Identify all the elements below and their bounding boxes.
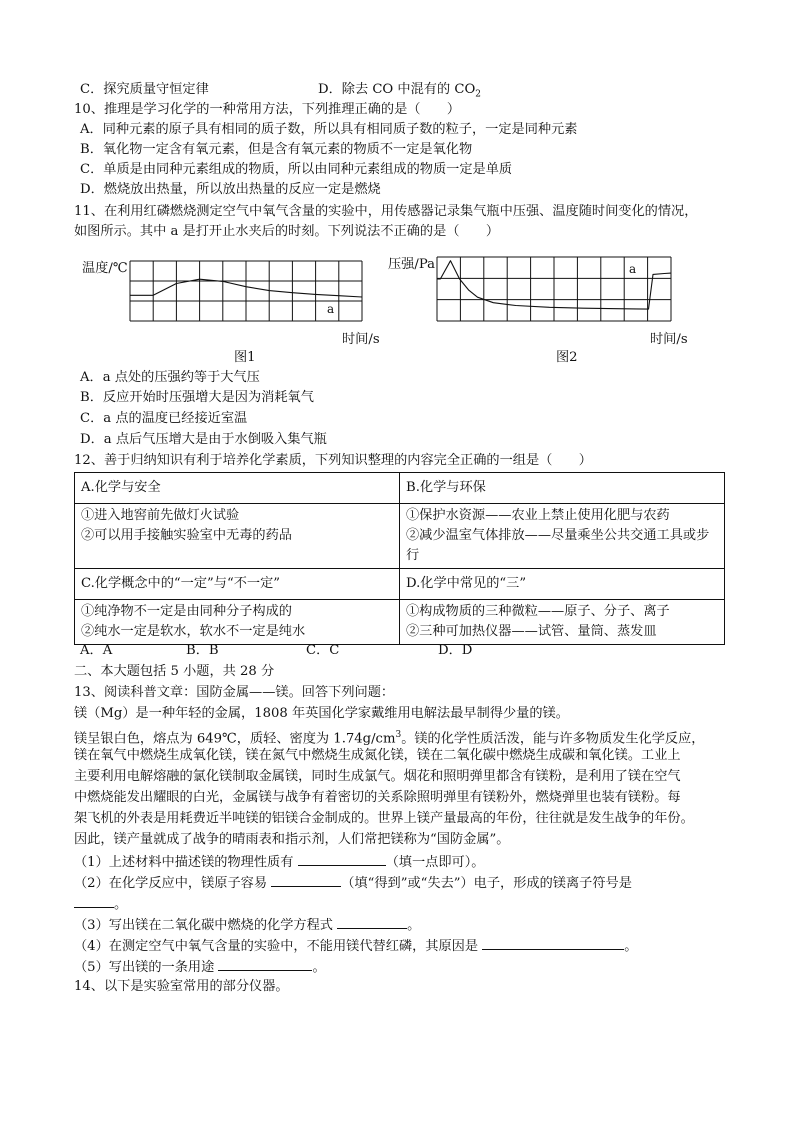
q13-para-6: 架飞机的外表是用耗费近半吨镁的铝镁合金制成的。世界上镁产量最高的年份，往往就是发生战争的年份。 — [74, 811, 694, 826]
annotation-a: a — [629, 262, 637, 276]
q12-option-d: D．D — [438, 643, 473, 658]
q10-option-a: A．同种元素的原子具有相同的质子数，所以具有相同质子数的粒子，一定是同种元素 — [80, 122, 578, 137]
q11-option-a: A．a 点处的压强约等于大气压 — [80, 370, 260, 385]
q12-knowledge-table — [74, 472, 725, 645]
q12-option-c: C．C — [306, 643, 340, 658]
q13-sub-3-blank[interactable] — [337, 914, 407, 929]
q13-sub-1 — [74, 851, 485, 873]
q11-option-c: C．a 点的温度已经接近室温 — [80, 411, 248, 426]
cell-c-body — [75, 600, 400, 645]
chart1-ylabel: 温度/℃ — [82, 261, 128, 276]
q11-option-b: B．反应开始时压强增大是因为消耗氧气 — [80, 390, 314, 405]
annotation-a: a — [327, 302, 335, 316]
chart1-caption: 图1 — [234, 350, 256, 365]
q13-sub-3 — [74, 914, 420, 936]
q13-sub-5-text: （5）写出镁的一条用途 — [74, 960, 215, 975]
q10-option-b: B．氧化物一定含有氧元素，但是含有氧元素的物质不一定是氧化物 — [80, 142, 473, 157]
q13-sub-2-mid: （填“得到”或“失去”）电子，形成的镁离子符号是 — [341, 876, 632, 891]
q10-option-d: D．燃烧放出热量，所以放出热量的反应一定是燃烧 — [80, 182, 381, 197]
cell-d-head: D.化学中常见的“三” — [400, 569, 725, 600]
cell-a-body — [75, 504, 400, 569]
q9-option-c: C．探究质量守恒定律 — [80, 82, 209, 97]
q13-sub-1-tail: （填一点即可）。 — [385, 855, 485, 870]
q13-sub-3-tail: 。 — [407, 918, 421, 933]
cell-c-item-2: ②纯水一定是软水，软水不一定是纯水 — [81, 624, 306, 639]
q13-para-1: 镁（Mg）是一种年轻的金属，1808 年英国化学家戴维用电解法最早制得少量的镁。 — [74, 706, 569, 721]
cell-c-item-1: ①纯净物不一定是由同种分子构成的 — [81, 604, 292, 619]
q13-para-2-b: 。镁的化学性质活泼，能与许多物质发生化学反应， — [401, 731, 705, 747]
chart-grid — [437, 257, 671, 321]
cell-b-head: B.化学与环保 — [400, 473, 725, 504]
q13-sub-4-tail: 。 — [624, 939, 638, 954]
cell-a-item-2: ②可以用手接触实验室中无毒的药品 — [81, 528, 292, 543]
q12-option-b: B．B — [186, 643, 219, 658]
q13-para-2-sup: 3 — [395, 730, 402, 740]
q13-sub-1-text: （1）上述材料中描述镁的物理性质有 — [74, 855, 294, 870]
q9-option-d-text: D．除去 CO 中混有的 CO — [318, 82, 476, 97]
chart-grid — [130, 261, 362, 321]
cell-a-item-1: ①进入地窖前先做灯火试验 — [81, 508, 240, 523]
cell-b-item-2: ②减少温室气体排放——尽量乘坐公共交通工具或步行 — [406, 528, 710, 563]
q13-sub-2-cont — [74, 893, 127, 915]
q9-option-d-subscript: 2 — [475, 89, 481, 100]
cell-b-body — [400, 504, 725, 569]
q13-para-3: 镁在氧气中燃烧生成氧化镁，镁在氮气中燃烧生成氮化镁，镁在二氧化碳中燃烧生成碳和氧化镁。工业上 — [74, 748, 681, 763]
q10-option-c: C．单质是由同种元素组成的物质，所以由同种元素组成的物质一定是单质 — [80, 162, 513, 177]
q14-stem: 14、以下是实验室常用的部分仪器。 — [74, 979, 289, 994]
cell-b-item-1: ①保护水资源——农业上禁止使用化肥与农药 — [406, 508, 670, 523]
q13-para-7: 因此，镁产量就成了战争的晴雨表和指示剂，人们常把镁称为“国防金属”。 — [74, 832, 510, 847]
cell-d-item-1: ①构成物质的三种微粒——原子、分子、离子 — [406, 604, 670, 619]
q13-sub-2-end: 。 — [114, 897, 128, 912]
q13-para-4: 主要利用电解熔融的氯化镁制取金属镁，同时生成氯气。烟花和照明弹里都含有镁粉，是利用了镁在空气 — [74, 769, 681, 784]
series-line — [437, 261, 671, 309]
cell-c-head: C.化学概念中的“一定”与“不一定” — [75, 569, 400, 600]
q13-sub-2-blank-1[interactable] — [271, 872, 341, 887]
q11-stem-line1: 11、在利用红磷燃烧测定空气中氧气含量的实验中，用传感器记录集气瓶中压强、温度随时间变化的情况， — [74, 204, 698, 219]
section-heading: 二、本大题包括 5 小题，共 28 分 — [74, 664, 275, 679]
q13-sub-2-text: （2）在化学反应中，镁原子容易 — [74, 876, 268, 891]
chart2-ylabel: 压强/Pa — [388, 257, 435, 272]
q13-sub-4-blank[interactable] — [482, 935, 624, 950]
cell-d-body — [400, 600, 725, 645]
series-line — [130, 279, 362, 297]
q13-sub-2-blank-2[interactable] — [74, 893, 114, 908]
q13-para-5: 中燃烧能发出耀眼的白光，金属镁与战争有着密切的关系除照明弹里有镁粉外，燃烧弹里也装有镁粉。每 — [74, 790, 681, 805]
cell-d-item-2: ②三种可加热仪器——试管、量筒、蒸发皿 — [406, 624, 657, 639]
cell-a-head: A.化学与安全 — [75, 473, 400, 504]
q13-sub-4 — [74, 935, 637, 957]
q13-sub-1-blank[interactable] — [298, 851, 386, 866]
q11-option-d: D．a 点后气压增大是由于水倒吸入集气瓶 — [80, 432, 327, 447]
q13-sub-5-tail: 。 — [312, 960, 326, 975]
chart2-caption: 图2 — [556, 350, 578, 365]
q12-option-a: A．A — [80, 643, 113, 658]
q13-sub-5-blank[interactable] — [218, 956, 312, 971]
chart1-xlabel: 时间/s — [342, 332, 380, 347]
q13-sub-5 — [74, 956, 326, 978]
q10-stem: 10、推理是学习化学的一种常用方法，下列推理正确的是（ ） — [74, 102, 461, 117]
q13-sub-4-text: （4）在测定空气中氧气含量的实验中，不能用镁代替红磷，其原因是 — [74, 939, 479, 954]
q13-stem: 13、阅读科普文章：国防金属——镁。回答下列问题： — [74, 685, 395, 700]
q13-para-2-a: 镁呈银白色，熔点为 649℃，质轻、密度为 1.74g/cm — [74, 731, 396, 747]
q13-sub-3-text: （3）写出镁在二氧化碳中燃烧的化学方程式 — [74, 918, 333, 933]
chart2-xlabel: 时间/s — [650, 332, 688, 347]
q13-sub-2 — [74, 872, 632, 894]
q11-stem-line2: 如图所示。其中 a 是打开止水夹后的时刻。下列说法不正确的是（ ） — [74, 224, 500, 239]
q12-stem: 12、善于归纳知识有利于培养化学素质，下列知识整理的内容完全正确的一组是（ ） — [74, 453, 592, 468]
